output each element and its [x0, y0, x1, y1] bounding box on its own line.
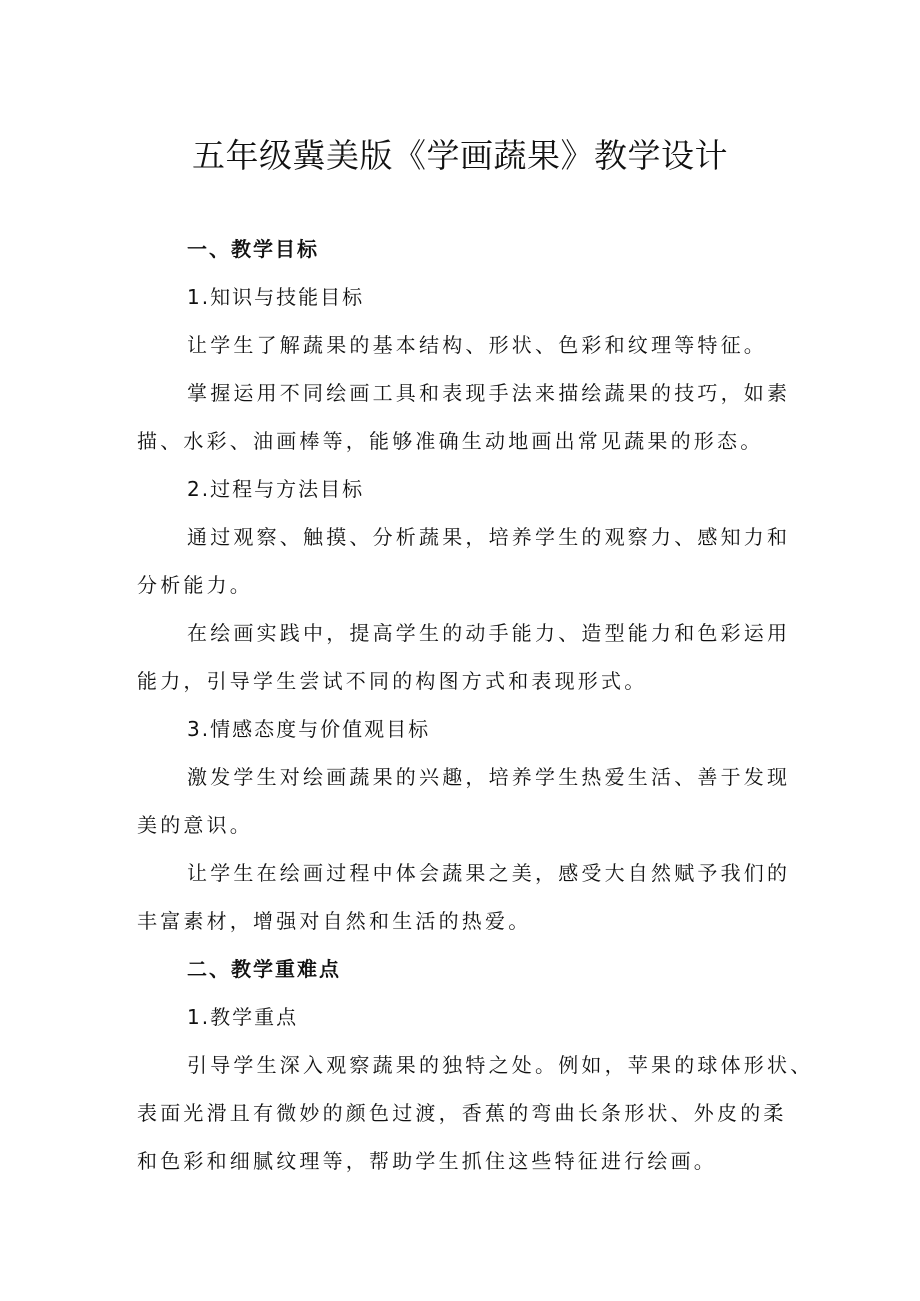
paragraph-line: 激发学生对绘画蔬果的兴趣，培养学生热爱生活、善于发现	[187, 765, 791, 789]
paragraph-line: 和色彩和细腻纹理等，帮助学生抓住这些特征进行绘画。	[137, 1149, 717, 1173]
paragraph-line: 表面光滑且有微妙的颜色过渡，香蕉的弯曲长条形状、外皮的柔	[137, 1101, 787, 1125]
paragraph-line: 丰富素材，增强对自然和生活的热爱。	[137, 909, 532, 933]
section-heading-key-difficult-points: 二、教学重难点	[187, 957, 341, 981]
subheading-knowledge-skills: 1.知识与技能目标	[187, 285, 365, 309]
paragraph-line: 描、水彩、油画棒等，能够准确生动地画出常见蔬果的形态。	[137, 429, 764, 453]
paragraph-line: 分析能力。	[137, 573, 253, 597]
paragraph-line: 能力，引导学生尝试不同的构图方式和表现形式。	[137, 669, 648, 693]
paragraph-line: 让学生了解蔬果的基本结构、形状、色彩和纹理等特征。	[187, 333, 767, 357]
paragraph-line: 让学生在绘画过程中体会蔬果之美，感受大自然赋予我们的	[187, 861, 791, 885]
subheading-emotion-values: 3.情感态度与价值观目标	[187, 717, 431, 741]
subheading-teaching-focus: 1.教学重点	[187, 1005, 299, 1029]
paragraph-line: 在绘画实践中，提高学生的动手能力、造型能力和色彩运用	[187, 621, 791, 645]
paragraph-line: 美的意识。	[137, 813, 253, 837]
paragraph-line: 引导学生深入观察蔬果的独特之处。例如，苹果的球体形状、	[187, 1053, 814, 1077]
section-heading-teaching-objectives: 一、教学目标	[187, 237, 319, 261]
paragraph-line: 掌握运用不同绘画工具和表现手法来描绘蔬果的技巧，如素	[187, 381, 791, 405]
paragraph-line: 通过观察、触摸、分析蔬果，培养学生的观察力、感知力和	[187, 525, 791, 549]
subheading-process-methods: 2.过程与方法目标	[187, 477, 365, 501]
document-title: 五年级冀美版《学画蔬果》教学设计	[192, 136, 728, 175]
document-body	[137, 225, 814, 1185]
